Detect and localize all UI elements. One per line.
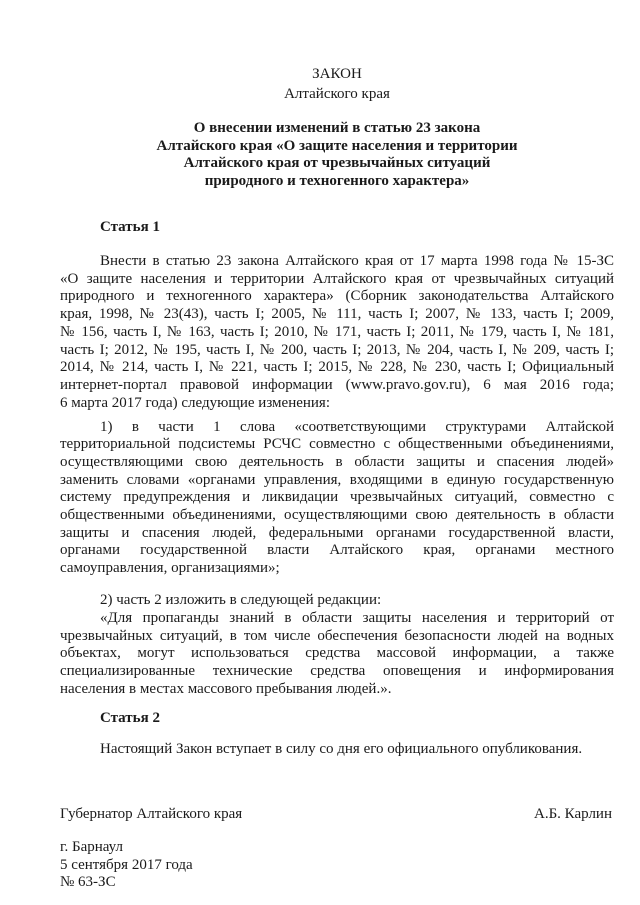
paragraph-line: чрезвычайных ситуаций, в том числе обеспечения безопасности людей на водных [60,627,614,644]
article-2-text: Настоящий Закон вступает в силу со дня его официального опубликования. [100,741,583,757]
document-region: Алтайского края [284,85,390,102]
paragraph-line: заменить словами «органами управления, входящими в единую государственную [60,471,614,488]
paragraph-line: объектах, могут использоваться средства массовой информации, а также [60,645,614,662]
title-line: природного и техногенного характера» [204,173,470,190]
law-title [60,120,614,191]
paragraph-line: интернет-портал правовой информации (www.pravo.gov.ru), 6 мая 2016 года; [60,376,614,393]
article-1-intro-paragraph [60,253,614,412]
article-2-heading: Статья 2 [100,710,160,726]
law-number: № 63-ЗС [60,874,116,891]
title-line: О внесении изменений в статью 23 закона [193,120,481,136]
article-1-item-2-intro: 2) часть 2 изложить в следующей редакции: [100,592,382,608]
paragraph-line: систему предупреждения и ликвидации чрезвычайных ситуаций, совместно с [60,489,614,506]
article-1-heading: Статья 1 [100,219,160,235]
paragraph-line: осуществляющими свою деятельность в области защиты и спасения людей» [60,453,614,470]
paragraph-line: 6 марта 2017 года) следующие изменения: [60,394,330,411]
paragraph-line: органами государственной власти Алтайского края, органами местного [60,542,614,559]
paragraph-line: «Для пропаганды знаний в области защиты населения и территорий от [100,610,614,626]
paragraph-line: населения в местах массового пребывания людей.». [60,680,392,697]
article-1-item-1-paragraph [60,419,614,578]
place-of-signing: г. Барнаул [60,839,123,855]
signatory-position: Губернатор Алтайского края [60,806,243,822]
paragraph-line: Внести в статью 23 закона Алтайского края от 17 марта 1998 года № 15-ЗС [100,253,614,269]
signing-date: 5 сентября 2017 года [60,856,193,873]
article-1-item-2-quote [60,610,614,699]
title-line: Алтайского края «О защите населения и территории [156,137,518,154]
paragraph-line: территориальной подсистемы РСЧС совместно с общественными объединениями, [60,436,614,453]
document-type: ЗАКОН [312,66,362,82]
paragraph-line: самоуправления, организациями»; [60,560,280,577]
paragraph-line: природного и техногенного характера» (Сборник законодательства Алтайского [60,288,614,305]
document-footer [60,839,614,892]
paragraph-line: «О защите населения и территории Алтайского края от чрезвычайных ситуаций [60,270,614,287]
paragraph-line: часть I; 2012, № 195, часть I, № 200, часть I; 2013, № 204, часть I, № 209, часть I; [60,341,614,358]
paragraph-line: края, 1998, № 23(43), часть I; 2005, № 111, часть I; 2007, № 133, часть I; 2009, [60,306,614,323]
paragraph-line: специализированные технические средства оповещения и информирования [60,663,614,680]
title-line: Алтайского края от чрезвычайных ситуаций [183,155,491,172]
paragraph-line: № 156, часть I, № 163, часть I; 2010, № 171, часть I; 2011, № 179, часть I, № 181, [60,323,614,340]
signature-row [60,806,614,824]
document-header [60,65,614,104]
paragraph-line: 2014, № 214, часть I, № 221, часть I; 2015, № 228, № 230, часть I; Официальный [60,359,614,376]
signatory-name: А.Б. Карлин [533,806,612,822]
paragraph-line: 1) в части 1 слова «соответствующими структурами Алтайской [100,418,614,435]
paragraph-line: общественными объединениями, осуществляющими свою деятельность в области [60,507,614,524]
paragraph-line: защиты и спасения людей, федеральными органами государственной власти, [60,524,614,541]
